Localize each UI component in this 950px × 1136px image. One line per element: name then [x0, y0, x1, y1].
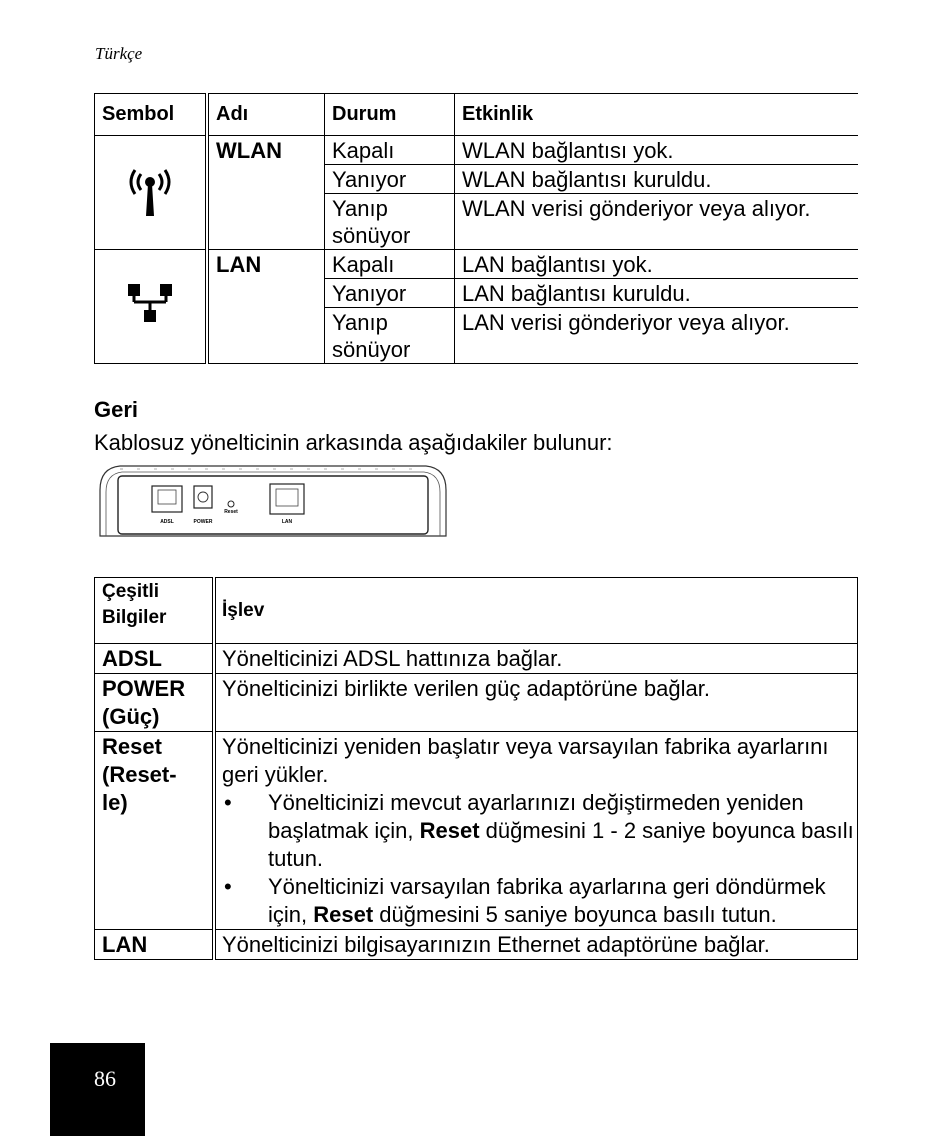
led-state: Yanıyor: [325, 279, 455, 308]
bullet-icon: •: [224, 874, 232, 899]
led-activity: LAN bağlantısı yok.: [455, 250, 859, 279]
column-header-symbol: Sembol: [95, 94, 208, 136]
wireless-antenna-icon: [124, 162, 176, 218]
router-label-lan: LAN: [281, 519, 293, 525]
port-label-lan: LAN: [95, 930, 215, 960]
wlan-symbol-cell: [95, 136, 208, 250]
list-item: [222, 789, 857, 873]
reset-instructions-list: [222, 789, 857, 929]
column-header-activity: Etkinlik: [455, 94, 859, 136]
bullet-text-post: düğmesini 5 saniye boyunca basılı tutun.: [373, 902, 777, 927]
led-activity: WLAN bağlantısı kuruldu.: [455, 165, 859, 194]
port-function: [214, 732, 858, 930]
bullet-text-pre: Yönelticinizi mevcut ayarlarınızı değiştirmeden yeniden başlatmak için,: [268, 790, 804, 843]
port-function: Yönelticinizi ADSL hattınıza bağlar.: [214, 644, 858, 674]
led-activity: LAN bağlantısı kuruldu.: [455, 279, 859, 308]
section-intro: Kablosuz yönelticinin arkasında aşağıdakiler bulunur:: [94, 430, 613, 455]
column-header-name: Adı: [207, 94, 325, 136]
network-lan-icon: [124, 282, 176, 326]
section-title-back: Geri: [94, 397, 139, 422]
bullet-text-bold: Reset: [419, 818, 480, 843]
router-label-adsl: ADSL: [160, 519, 174, 525]
led-state: Yanıp sönüyor: [325, 194, 455, 250]
table-row: [95, 250, 859, 279]
column-header-misc-info: Çeşitli Bilgiler: [95, 578, 215, 644]
port-function-text: Yönelticinizi yeniden başlatır veya varsayılan fabrika ayarlarını geri yükler.: [222, 734, 829, 787]
table-row: [95, 136, 859, 165]
table-row: [95, 732, 858, 930]
port-label-adsl: ADSL: [95, 644, 215, 674]
table-header-row: [95, 94, 859, 136]
router-label-power: POWER: [193, 519, 213, 525]
port-label-power: POWER (Güç): [95, 674, 215, 732]
column-header-function: İşlev: [214, 578, 858, 644]
led-activity: WLAN bağlantısı yok.: [455, 136, 859, 165]
led-activity: LAN verisi gönderiyor veya alıyor.: [455, 308, 859, 364]
bullet-text-post: düğmesini 1 - 2 saniye boyunca basılı tutun.: [268, 818, 854, 871]
led-state: Yanıyor: [325, 165, 455, 194]
router-back-panel-illustration: [96, 460, 450, 540]
ports-table: [94, 577, 858, 960]
port-function: Yönelticinizi bilgisayarınızın Ethernet adaptörüne bağlar.: [214, 930, 858, 960]
router-label-reset: Reset: [224, 509, 238, 515]
led-name-wlan: WLAN: [207, 136, 325, 250]
table-row: [95, 644, 858, 674]
led-state: Kapalı: [325, 250, 455, 279]
bullet-text-bold: Reset: [313, 902, 374, 927]
table-row: [95, 930, 858, 960]
port-label-reset: Reset (Reset- le): [95, 732, 215, 930]
running-header-language: Türkçe: [95, 44, 143, 63]
table-row: [95, 674, 858, 732]
port-function: Yönelticinizi birlikte verilen güç adaptörüne bağlar.: [214, 674, 858, 732]
list-item: [222, 873, 857, 929]
bullet-icon: •: [224, 790, 232, 815]
led-name-lan: LAN: [207, 250, 325, 364]
page-number: 86: [94, 1066, 116, 1091]
table-header-row: [95, 578, 858, 644]
column-header-state: Durum: [325, 94, 455, 136]
bullet-text-pre: Yönelticinizi varsayılan fabrika ayarlarına geri döndürmek için,: [268, 874, 826, 927]
lan-symbol-cell: [95, 250, 208, 364]
led-activity: WLAN verisi gönderiyor veya alıyor.: [455, 194, 859, 250]
led-state: Kapalı: [325, 136, 455, 165]
led-status-table: [94, 93, 858, 364]
led-state: Yanıp sönüyor: [325, 308, 455, 364]
